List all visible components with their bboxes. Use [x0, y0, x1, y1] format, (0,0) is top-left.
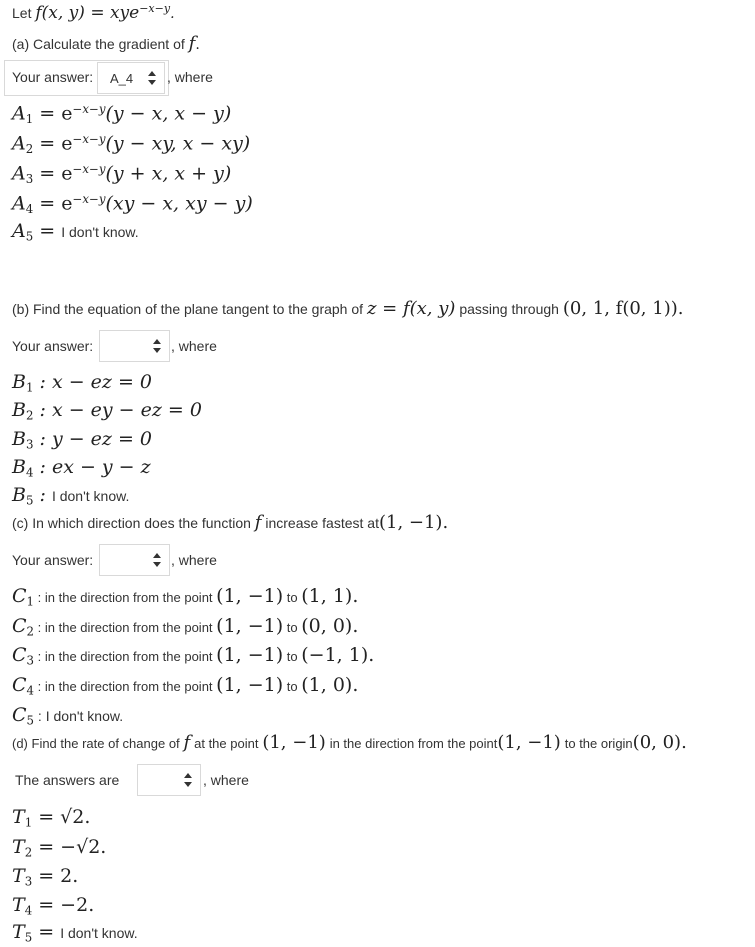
option-point-to: (0, 0). [301, 615, 359, 637]
option-subscript: 2 [25, 408, 34, 423]
option-c4 [12, 674, 358, 698]
part-d-text-4: to the origin [564, 736, 633, 751]
option-subscript: 1 [25, 112, 34, 126]
option-eq: = [33, 220, 62, 242]
option-subscript: 2 [25, 142, 34, 156]
part-d-where: , where [203, 772, 249, 788]
part-d-function: f [183, 732, 191, 753]
option-body: : x − ey − ez = 0 [33, 399, 202, 421]
part-c-point: (1, −1). [378, 512, 449, 533]
part-a-answer-select[interactable] [97, 62, 165, 94]
option-point-from: (1, −1) [216, 644, 284, 666]
option-symbol: B [12, 371, 26, 393]
option-t2 [12, 836, 106, 860]
select-arrows-icon [184, 773, 192, 787]
option-point-to: (1, 1). [301, 585, 359, 607]
part-d-text-3: in the direction from the point [329, 736, 498, 751]
option-t5 [12, 921, 138, 945]
option-c2 [12, 615, 358, 639]
option-to: to [283, 679, 302, 694]
option-body: (y − xy, x − xy) [105, 132, 251, 155]
option-text: I don't know. [60, 925, 138, 941]
option-b3 [12, 428, 152, 452]
option-symbol: T [12, 894, 25, 916]
select-arrows-icon [153, 553, 161, 567]
option-body: = √2. [32, 806, 91, 828]
option-text: : in the direction from the point [34, 590, 217, 605]
part-a-function: f [188, 33, 196, 54]
part-a-where: , where [167, 69, 213, 85]
part-a-text: (a) Calculate the gradient of [12, 36, 185, 52]
option-to: to [283, 620, 302, 635]
option-subscript: 3 [25, 172, 34, 186]
option-b1 [12, 371, 152, 395]
part-b-where: , where [171, 338, 217, 354]
part-c-where: , where [171, 552, 217, 568]
select-arrows-icon [153, 339, 161, 353]
option-symbol: B [12, 399, 26, 421]
option-body: (y − x, x − y) [105, 102, 232, 125]
part-b-point: (0, 1, f(0, 1)). [562, 298, 684, 319]
option-exp: −x−y [72, 192, 106, 206]
option-a3 [12, 162, 231, 186]
option-subscript: 5 [24, 930, 33, 945]
option-point-from: (1, −1) [216, 615, 284, 637]
option-symbol: C [12, 615, 27, 637]
option-symbol: T [12, 865, 25, 887]
option-t3 [12, 865, 78, 889]
option-subscript: 2 [24, 845, 33, 860]
option-body: : ex − y − z [33, 456, 151, 478]
let-text: Let [12, 5, 32, 22]
option-subscript: 3 [24, 874, 33, 889]
option-subscript: 4 [26, 683, 35, 698]
option-body: : y − ez = 0 [33, 428, 153, 450]
option-text: : in the direction from the point [34, 649, 217, 664]
option-c3 [12, 644, 374, 668]
option-symbol: B [12, 428, 26, 450]
option-c1 [12, 585, 358, 609]
option-eq: = e [33, 132, 73, 155]
option-symbol: C [12, 704, 27, 726]
option-c5 [12, 704, 123, 728]
part-c-text-1: (c) In which direction does the function [12, 515, 251, 531]
option-exp: −x−y [72, 102, 106, 116]
option-b4 [12, 456, 151, 480]
option-symbol: C [12, 674, 27, 696]
part-b-surface: z = f(x, y) [366, 298, 456, 319]
option-eq: = e [33, 102, 73, 125]
part-a-answer-label: Your answer: [12, 69, 94, 85]
option-eq: = [32, 921, 61, 943]
problem-intro [12, 2, 175, 23]
option-point-from: (1, −1) [216, 674, 284, 696]
option-eq: = e [33, 192, 73, 215]
part-b-text-1: (b) Find the equation of the plane tangent to the graph of [12, 301, 364, 317]
option-text: : in the direction from the point [34, 620, 217, 635]
option-text: : I don't know. [34, 708, 124, 724]
option-t1 [12, 806, 90, 830]
option-eq: = e [33, 162, 73, 185]
option-subscript: 1 [24, 815, 33, 830]
option-subscript: 4 [24, 903, 33, 918]
option-exp: −x−y [72, 162, 106, 176]
select-arrows-icon [148, 71, 156, 85]
option-text: : in the direction from the point [34, 679, 217, 694]
part-a-dot: . [195, 37, 200, 53]
intro-period: . [170, 6, 175, 23]
option-subscript: 4 [25, 465, 34, 480]
part-d-text-1: (d) Find the rate of change of [12, 736, 180, 751]
option-exp: −x−y [72, 132, 106, 146]
option-body: = 2. [32, 865, 79, 887]
option-symbol: T [12, 836, 25, 858]
part-b-answer-select[interactable] [99, 330, 170, 362]
part-d-point-2: (1, −1) [497, 732, 561, 753]
option-b2 [12, 399, 202, 423]
option-symbol: A [12, 162, 26, 185]
part-d-answer-select[interactable] [137, 764, 201, 796]
option-body: (xy − x, xy − y) [105, 192, 253, 215]
part-c-function: f [254, 512, 262, 533]
part-a-selected-value: A_4 [110, 70, 134, 86]
option-symbol: T [12, 806, 25, 828]
part-d-answer-label: The answers are [15, 772, 120, 788]
option-symbol: A [12, 192, 26, 215]
option-subscript: 2 [26, 624, 35, 639]
function-definition: f(x, y) = xye [35, 3, 140, 24]
part-a-prompt [12, 33, 200, 54]
part-d-origin: (0, 0). [632, 732, 687, 753]
option-a4 [12, 192, 253, 216]
part-c-text-2: increase fastest at [265, 515, 379, 531]
option-subscript: 3 [26, 653, 35, 668]
option-symbol: T [12, 921, 25, 943]
option-text: I don't know. [51, 488, 130, 504]
option-a1 [12, 102, 231, 126]
option-symbol: C [12, 585, 27, 607]
part-b-prompt [12, 298, 683, 319]
option-subscript: 5 [25, 493, 34, 508]
part-d-point: (1, −1) [262, 732, 326, 753]
option-subscript: 4 [25, 202, 34, 216]
part-c-prompt [12, 512, 448, 533]
option-subscript: 1 [26, 594, 35, 609]
option-symbol: A [12, 132, 26, 155]
part-b-answer-label: Your answer: [12, 338, 94, 354]
option-symbol: A [12, 220, 26, 242]
option-subscript: 5 [26, 713, 35, 728]
option-symbol: B [12, 484, 26, 506]
option-b5 [12, 484, 129, 508]
option-subscript: 5 [25, 229, 34, 244]
option-body: (y + x, x + y) [105, 162, 232, 185]
option-a2 [12, 132, 250, 156]
part-c-answer-select[interactable] [99, 544, 170, 576]
option-to: to [283, 590, 302, 605]
option-body: = −2. [32, 894, 95, 916]
option-text: I don't know. [61, 224, 139, 240]
option-symbol: B [12, 456, 26, 478]
option-t4 [12, 894, 94, 918]
part-d-prompt [12, 732, 687, 753]
function-exponent: −x−y [139, 2, 171, 15]
option-symbol: A [12, 102, 26, 125]
option-body: : x − ez = 0 [33, 371, 153, 393]
option-subscript: 1 [25, 380, 34, 395]
option-colon: : [33, 484, 52, 506]
option-point-from: (1, −1) [216, 585, 284, 607]
option-symbol: C [12, 644, 27, 666]
option-subscript: 3 [25, 437, 34, 452]
option-point-to: (−1, 1). [301, 644, 375, 666]
option-body: = −√2. [32, 836, 107, 858]
part-b-text-2: passing through [459, 301, 559, 317]
option-point-to: (1, 0). [301, 674, 359, 696]
option-to: to [283, 649, 302, 664]
part-d-text-2: at the point [194, 736, 259, 751]
option-a5 [12, 220, 139, 244]
part-c-answer-label: Your answer: [12, 552, 94, 568]
